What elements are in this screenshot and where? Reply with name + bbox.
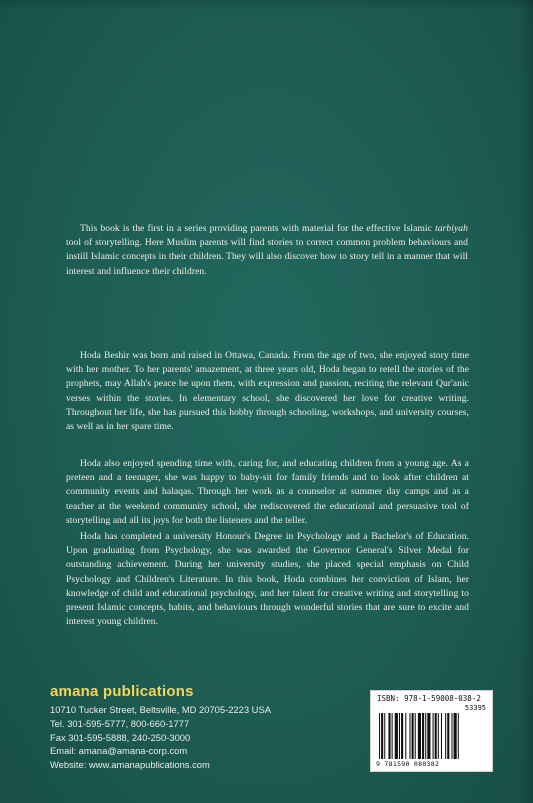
- blurb-paragraph: [66, 222, 468, 279]
- cover-shading-right: [519, 0, 533, 803]
- publisher-address: 10710 Tucker Street, Beltsville, MD 20705-2223 USA: [50, 704, 271, 715]
- barcode-bar: [401, 713, 403, 759]
- publisher-name: amana publications: [50, 683, 194, 700]
- barcode-bar: [445, 713, 446, 759]
- barcode-bar: [441, 713, 442, 759]
- barcode-bar: [454, 713, 457, 759]
- barcode-bar: [425, 713, 426, 759]
- bio-paragraph-3: Hoda has completed a university Honour's Degree in Psychology and a Bachelor's of Education. Upon graduating from Psychology, she was awarded the Governor General's Silver Medal for outstanding achievement. During her university studies, she placed special emphasis on Child Psychology and Children's Literature. In this book, Hoda combines her conviction of Islam, her knowledge of child and educational psychology, and her talent for creative writing and storytelling to present Islamic concepts, habits, and behaviours through wonderful stories that are sure to excite and interest young children.: [66, 531, 469, 628]
- bio-paragraph-2: Hoda also enjoyed spending time with, caring for, and educating children from a young age. As a preteen and a teenager, she was happy to baby-sit for family friends and to look after children at community events and halaqas. Through her work as a counselor at summer day camps and as a teacher at the weekend community school, she rediscovered the educational and persuasive tool of storytelling and all its joys for both the listeners and the teller.: [66, 458, 469, 526]
- barcode-bar: [395, 713, 398, 759]
- barcode-bar: [433, 713, 434, 759]
- cover-shading-top: [0, 0, 533, 10]
- blurb-rest: tool of storytelling. Here Muslim parents will find stories to correct common problem behaviours and instill Islamic concepts in their children. They will also discover how to story tell in a manner that will interest and influence their children.: [66, 237, 468, 277]
- barcode-bar: [399, 713, 400, 759]
- barcode-bar: [388, 713, 390, 759]
- barcode-bar: [458, 713, 459, 759]
- barcode-bar: [415, 713, 416, 759]
- barcode-bar: [381, 713, 383, 759]
- barcode-digits: 9 781590 080382: [376, 760, 440, 768]
- barcode-bar: [427, 713, 430, 759]
- barcode-bar: [451, 713, 452, 759]
- barcode-bar: [438, 713, 439, 759]
- blurb-tarbiyah-italic: tarbiyah: [435, 223, 468, 234]
- bio-paragraph-1: Hoda Beshir was born and raised in Ottawa, Canada. From the age of two, she enjoyed story time with her mother. To her parents' amazement, at three years old, Hoda began to retell the stories of the prophets, may Allah's peace be upon them, with expression and passion, reciting the relevant Qur'anic verses within the stories. In elementary school, she discovered her love for creative writing. Throughout her life, she has pursued this hobby through schooling, workshops, and university courses, as well as in her spare time.: [66, 350, 469, 433]
- barcode-bar: [384, 713, 385, 759]
- barcode-bar: [447, 713, 449, 759]
- isbn-label: ISBN: 978-1-59008-038-2: [377, 694, 481, 703]
- barcode-bar: [435, 713, 437, 759]
- publisher-website: Website: www.amanapublications.com: [50, 759, 210, 771]
- barcode-bars: [377, 713, 486, 759]
- barcode-bar: [409, 713, 410, 759]
- barcode-bar: [392, 713, 393, 759]
- barcode-bar: [418, 713, 421, 759]
- isbn-barcode: [370, 690, 493, 772]
- publisher-fax: Fax 301-595-5888, 240-250-3000: [50, 731, 191, 743]
- barcode-bar: [412, 713, 414, 759]
- barcode-bar: [379, 713, 380, 759]
- barcode-bar: [422, 713, 424, 759]
- publisher-tel: Tel. 301-595-5777, 800-660-1777: [50, 717, 190, 729]
- publisher-email: Email: amana@amana-corp.com: [50, 745, 188, 757]
- publisher-contact: [50, 703, 340, 772]
- blurb-intro: This book is the first in a series providing parents with material for the effective Islamic: [80, 223, 432, 234]
- price-code: 53395: [464, 704, 486, 712]
- barcode-bar: [405, 713, 406, 759]
